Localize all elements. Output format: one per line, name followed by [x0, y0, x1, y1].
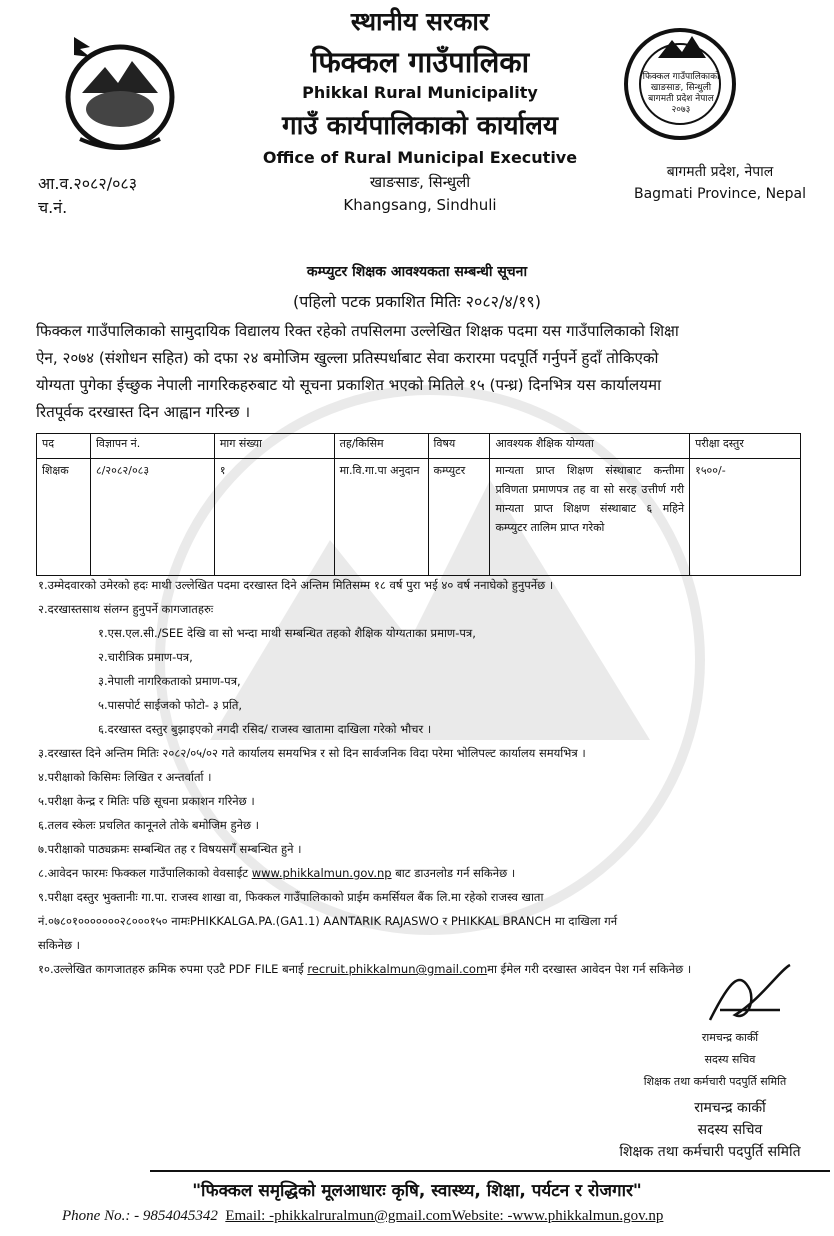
term-form-text-end: बाट डाउनलोड गर्न सकिनेछ ।	[391, 866, 516, 880]
col-header-subject: विषय	[428, 434, 490, 459]
seal-line-4: २०७३	[671, 105, 691, 115]
term-form	[38, 866, 515, 881]
province-en: Bagmati Province, Nepal	[633, 186, 807, 202]
stamp-name: रामचन्द्र कार्की	[694, 1100, 766, 1116]
footer-email-website[interactable]: Email: -phikkalruralmun@gmail.comWebsite: -www.phikkalmun.gov.np	[225, 1208, 664, 1224]
vacancy-table	[36, 433, 801, 576]
cell-post: शिक्षक	[37, 459, 91, 576]
sign-role-handwritten: सदस्य सचिव	[704, 1053, 756, 1066]
table-row	[37, 459, 801, 576]
term-fee-line3: सकिनेछ ।	[38, 938, 81, 952]
notice-body	[36, 318, 816, 426]
doc-item: ५.पासपोर्ट साईजको फोटो- ३ प्रति,	[98, 698, 243, 712]
doc-item: ३.नेपाली नागरिकताको प्रमाण-पत्र,	[98, 674, 241, 688]
term-email-text: १०.उल्लेखित कागजातहरु क्रमिक रुपमा एउटै PDF FILE बनाई	[38, 962, 308, 976]
cell-count: १	[214, 459, 334, 576]
cell-subject: कम्प्युटर	[428, 459, 490, 576]
footer-slogan: "फिक्कल समृद्धिको मूलआधारः कृषि, स्वास्थ्य, शिक्षा, पर्यटन र रोजगार"	[192, 1181, 642, 1201]
col-header-post: पद	[37, 434, 91, 459]
handwritten-signature	[700, 960, 800, 1030]
province-np: बागमती प्रदेश, नेपाल	[666, 164, 774, 180]
term-deadline: ३.दरखास्त दिने अन्तिम मितिः २०८२/०५/०२ गते कार्यालय समयभित्र र सो दिन सार्वजनिक विदा परेमा भोलिपल्ट कार्यालय समयभित्र ।	[38, 746, 586, 760]
seal-line-3: बागमती प्रदेश नेपाल	[648, 94, 714, 104]
header-address-np: खाङसाङ, सिन्धुली	[369, 173, 471, 191]
stamp-role: सदस्य सचिव	[697, 1122, 763, 1138]
footer-phone: Phone No.: - 9854045342	[62, 1208, 218, 1224]
doc-item: ६.दरखास्त दस्तुर बुझाइएको नगदी रसिद/ राजस्व खातामा दाखिला गरेको भौचर ।	[98, 722, 432, 736]
notice-body-line: रितपूर्वक दरखास्त दिन आह्वान गरिन्छ ।	[36, 403, 251, 421]
footer-contact	[62, 1208, 663, 1225]
notice-body-line: फिक्कल गाउँपालिकाको सामुदायिक विद्यालय रिक्त रहेको तपसिलमा उल्लेखित शिक्षक पदमा यस गाउँपालिकाको शिक्षा	[36, 322, 679, 340]
doc-item: २.चारीत्रिक प्रमाण-पत्र,	[98, 650, 193, 664]
header-office-np: गाउँ कार्यपालिकाको कार्यालय	[282, 111, 558, 141]
term-exam-type: ४.परीक्षाको किसिमः लिखित र अन्तर्वार्ता ।	[38, 770, 212, 784]
term-documents: २.दरखास्तसाथ संलग्न हुनुपर्ने कागजातहरुः	[38, 602, 214, 616]
header-municipality-en: Phikkal Rural Municipality	[302, 83, 538, 102]
header-office-en: Office of Rural Municipal Executive	[262, 148, 578, 167]
col-header-level: तह/किसिम	[334, 434, 428, 459]
seal-text	[636, 72, 726, 116]
notice-subtitle: (पहिलो पटक प्रकाशित मितिः २०८२/४/१९)	[293, 292, 541, 311]
header-address-en: Khangsang, Sindhuli	[343, 196, 497, 214]
cell-level: मा.वि.गा.पा अनुदान	[334, 459, 428, 576]
reference-number: च.नं.	[38, 198, 68, 217]
stamp-committee: शिक्षक तथा कर्मचारी पदपुर्ति समिति	[619, 1144, 801, 1160]
term-exam-center: ५.परीक्षा केन्द्र र मितिः पछि सूचना प्रकाशन गरिनेछ ।	[38, 794, 255, 808]
seal-line-2: खाङसाङ, सिन्धुली	[650, 83, 712, 93]
doc-item: १.एस.एल.सी./SEE देखि वा सो भन्दा माथी सम्बन्धित तहको शैक्षिक योग्यताका प्रमाण-पत्र,	[98, 626, 476, 640]
header-municipality-np: फिक्कल गाउँपालिका	[310, 45, 530, 79]
term-email-text-end: मा ईमेल गरी दरखास्त आवेदन पेश गर्न सकिनेछ ।	[487, 962, 692, 976]
cell-qualification: मान्यता प्राप्त शिक्षण संस्थाबाट कन्तीमा प्रविणता प्रमाणपत्र तह वा सो सरह उत्तीर्ण गरी मान्यता प्राप्त शिक्षण संस्थाबाट ६ महिने कम्प्युटर तालिम प्राप्त गरेको	[490, 459, 690, 576]
notice-body-line: ऐन, २०७४ (संशोधन सहित) को दफा २४ बमोजिम खुल्ला प्रतिस्पर्धाबाट सेवा करारमा पदपूर्ति गर्नुपर्ने हुदाँ तोकिएको	[36, 349, 659, 367]
term-fee-line1: ९.परीक्षा दस्तुर भुक्तानीः गा.पा. राजस्व शाखा वा, फिक्कल गाउँपालिकाको प्राईम कमर्सियल बैंक लि.मा रहेको राजस्व खाता	[38, 890, 544, 904]
footer-divider	[150, 1170, 830, 1172]
cell-fee: १५००/-	[690, 459, 801, 576]
cell-adv-no: ८/२०८२/०८३	[90, 459, 214, 576]
header-line-local-govt: स्थानीय सरकार	[350, 7, 490, 36]
col-header-fee: परीक्षा दस्तुर	[690, 434, 801, 459]
col-header-qualification: आवश्यक शैक्षिक योग्यता	[490, 434, 690, 459]
term-fee-line2: नं.०७८०१०००००००२८०००१५० नामःPHIKKALGA.PA.(GA1.1) AANTARIK RAJASWO र PHIKKAL BRANCH मा दाखिला गर्न	[38, 914, 618, 928]
term-age: १.उम्मेदवारको उमेरको हदः माथी उल्लेखित पदमा दरखास्त दिने अन्तिम मितिसम्म १८ वर्ष पुरा भई ४० वर्ष ननाघेको हुनुपर्नेछ ।	[38, 578, 554, 592]
email-link[interactable]: recruit.phikkalmun@gmail.com	[307, 962, 488, 976]
notice-title: कम्प्युटर शिक्षक आवश्यकता सम्बन्धी सूचना	[306, 264, 528, 280]
table-header-row	[37, 434, 801, 459]
website-link[interactable]: www.phikkalmun.gov.np	[251, 866, 392, 880]
sign-committee-handwritten: शिक्षक तथा कर्मचारी पदपुर्ति समिति	[643, 1075, 787, 1088]
term-syllabus: ७.परीक्षाको पाठ्यक्रमः सम्बन्धित तह र विषयसगँ सम्बन्धित हुने ।	[38, 842, 302, 856]
term-form-text: ८.आवेदन फारमः फिक्कल गाउँपालिकाको वेवसाईट	[38, 866, 252, 880]
nepal-emblem-logo	[60, 35, 180, 155]
sign-name-handwritten: रामचन्द्र कार्की	[701, 1031, 759, 1044]
seal-line-1: फिक्कल गाउँपालिकाको	[642, 72, 720, 82]
col-header-count: माग संख्या	[214, 434, 334, 459]
col-header-adv-no: विज्ञापन नं.	[90, 434, 214, 459]
term-email	[38, 962, 691, 977]
notice-body-line: योग्यता पुगेका ईच्छुक नेपाली नागरिकहरुबाट यो सूचना प्रकाशित भएको मितिले १५ (पन्ध्र) दिनभित्र यस कार्यालयमा	[36, 376, 662, 394]
fiscal-year: आ.व.२०८२/०८३	[38, 174, 138, 193]
term-salary: ६.तलव स्केलः प्रचलित कानूनले तोके बमोजिम हुनेछ ।	[38, 818, 260, 832]
